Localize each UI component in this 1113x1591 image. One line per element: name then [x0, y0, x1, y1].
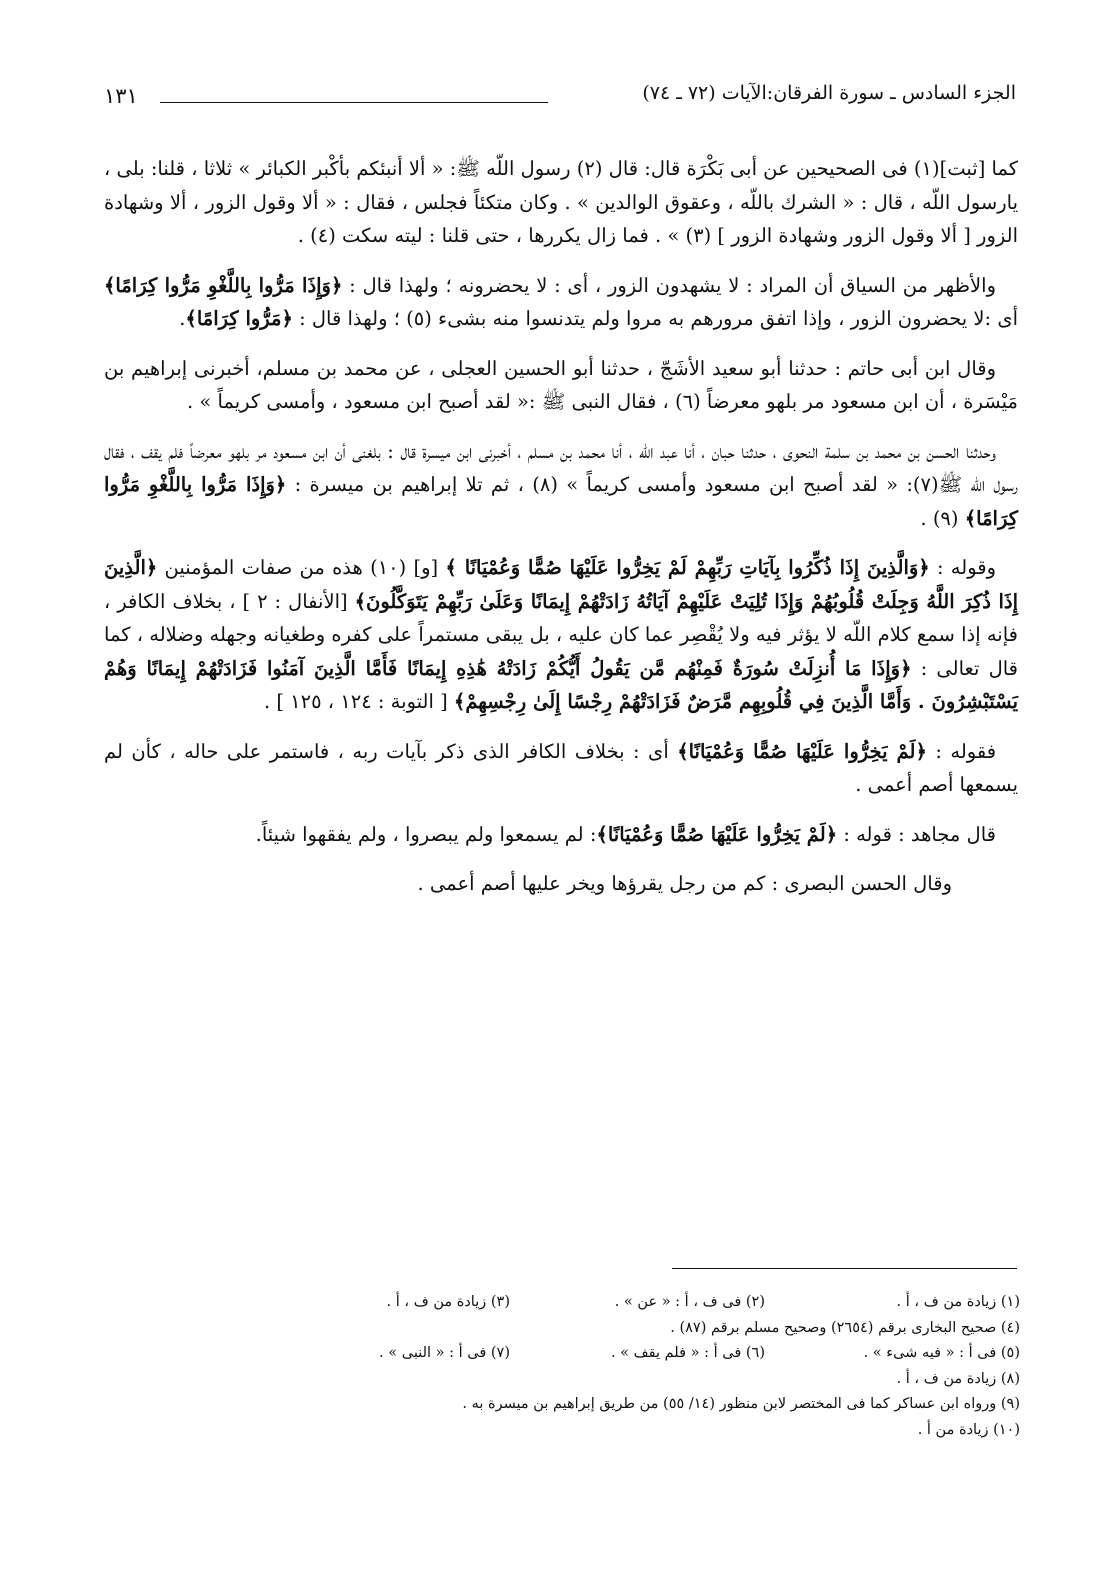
text-segment: [و]	[406, 556, 446, 579]
footnote-row	[110, 1392, 1020, 1418]
footnote-row	[110, 1341, 1020, 1367]
text-segment: أى :لا يحضرون الزور ، وإذا اتفق مرورهم به مروا ولم يتدنسوا منه بشىء	[431, 307, 1018, 330]
paragraph-5	[104, 551, 1018, 719]
main-text	[104, 152, 1018, 917]
footnote: (٩) ورواه ابن عساكر كما فى المختصر لابن منظور (١٤/ ٥٥) من طريق إبراهيم بن ميسرة به .	[462, 1396, 1020, 1412]
quran-verse: ﴿لَمْ يَخِرُّوا عَلَيْهَا صُمًّا وَعُمْيَانًا﴾	[677, 739, 927, 763]
text-segment: (١٠)	[370, 556, 407, 579]
footnote: (٦) فى أ : « فلم يقف » .	[610, 1345, 765, 1361]
footnotes	[110, 1290, 1020, 1443]
text-segment: (٦)	[675, 390, 701, 413]
footnote-separator	[672, 1268, 1017, 1269]
quran-verse: ﴿مَرُّوا كِرَامًا﴾	[185, 307, 293, 330]
text-segment: [الأنفال : ٢ ] ، بخلاف الكافر ، فإنه إذا سمع كلام اللّه لا يؤثر فيه ولا يُقْصِر عما كان عليه ، بل يبقى مستمراً على كفره وطغيانه وجهله وضلاله ، كما قال تعالى :	[104, 589, 1018, 680]
text-segment: (٨)	[532, 473, 558, 496]
text-segment: ، فقال النبى ﷺ :« لقد أصبح ابن مسعود ، وأمسى كريماً » .	[186, 390, 676, 413]
quran-verse: ﴿لَمْ يَخِرُّوا عَلَيْهَا صُمًّا وَعُمْيَانًا﴾	[596, 822, 838, 846]
paragraph-6	[104, 735, 1018, 802]
paragraph-8	[104, 867, 1018, 901]
footnote: (٣) زيادة من ف ، أ .	[386, 1294, 510, 1310]
text-segment: قال مجاهد : قوله :	[837, 822, 996, 846]
quran-verse: ﴿وَالَّذِينَ إِذَا ذُكِّرُوا بِآيَاتِ رَبِّهِمْ لَمْ يَخِرُّوا عَلَيْهَا صُمًّا وَعُمْيَانًا ﴾	[445, 556, 930, 579]
paragraph-3	[104, 352, 1018, 419]
footnote: (٤) صحيح البخارى برقم (٢٦٥٤) وصحيح مسلم برقم (٨٧) .	[670, 1319, 1020, 1336]
text-segment: رسول اللّه ﷺ: « ألا أنبئكم بأكْبر الكبائر » ثلاثا ، قلنا: بلى ، يارسول اللّه ، قال : « الشرك باللّه ، وعقوق الوالدين » . وكان متكئاً فجلس ، فقال : « ألا وقول الزور ، ألا وشهادة الزور [ ألا وقول الزور وشهادة الزور ]	[104, 157, 1018, 247]
text-segment: وقال الحسن البصرى : كم من رجل يقرؤها ويخر عليها أصم أعمى .	[417, 872, 952, 895]
text-segment: وحدثنا الحسن بن محمد بن سلمة النحوى ، حدثنا حبان ، أنا عبد اللّه ، أنا محمد بن مسلم ، أخبرنى ابن ميسرة قال : بلغنى أن ابن مسعود مر بلهو معرضاً فلم يقف ، فقال رسول اللّه ﷺ	[104, 439, 1018, 496]
paragraph-2	[104, 269, 1018, 336]
text-segment: (٣)	[685, 224, 712, 247]
text-segment: .	[179, 307, 186, 330]
text-segment: وقال ابن أبى حاتم : حدثنا أبو سعيد الأشَجّ ، حدثنا أبو الحسين العجلى ، عن محمد بن مسلم، أخبرنى إبراهيم بن مَيْسَرة ، أن ابن مسعود مر بلهو معرضاً	[104, 356, 1018, 413]
footnote: (٥) فى أ : « فيه شىء » .	[863, 1345, 1020, 1361]
footnote: (٢) فى ف ، أ : « عن » .	[614, 1294, 765, 1310]
quran-verse: ﴿وَإِذَا مَرُّوا بِاللَّغْوِ مَرُّوا كِرَامًا﴾	[104, 473, 1018, 530]
text-segment: (٥)	[406, 307, 432, 330]
running-title: الجزء السادس ـ سورة الفرقان:الآيات (٧٢ ـ ٧٤)	[642, 82, 1016, 104]
text-segment: فى الصحيحين عن أبى بَكْرَة قال: قال	[602, 157, 914, 180]
text-segment: (٢)	[576, 157, 603, 180]
footnote: (١٠) زيادة من أ .	[917, 1421, 1020, 1438]
text-segment: أى : بخلاف الكافر الذى ذكر بآيات ربه ، فاستمر على حاله ، كأن لم يسمعها أصم أعمى .	[104, 739, 1018, 796]
page-header	[104, 80, 1016, 116]
text-segment: فقوله :	[926, 739, 997, 763]
text-segment: (١)	[913, 157, 940, 180]
text-segment: وقوله :	[929, 556, 997, 579]
header-rule	[160, 102, 548, 103]
text-segment: » . فما زال يكررها ، حتى قلنا : ليته سكت	[335, 224, 686, 247]
text-segment: ، ثم تلا إبراهيم بن ميسرة :	[286, 473, 533, 496]
text-segment: .	[297, 224, 311, 247]
page-number: ١٣١	[104, 84, 138, 108]
text-segment: ؛ ولهذا قال :	[292, 307, 407, 330]
text-segment: : « لقد أصبح ابن مسعود وأمسى كريماً »	[557, 473, 913, 496]
footnote: (١) زيادة من ف ، أ .	[896, 1294, 1020, 1310]
footnote: (٨) زيادة من ف ، أ .	[896, 1370, 1020, 1387]
text-segment: (٤)	[310, 224, 336, 247]
quran-verse: ﴿الَّذِينَ إِذَا ذُكِرَ اللَّهُ وَجِلَتْ قُلُوبُهُمْ وَإِذَا تُلِيَتْ عَلَيْهِمْ آيَاتُهُ زَادَتْهُمْ إِيمَانًا وَعَلَىٰ رَبِّهِمْ يَتَوَكَّلُونَ﴾	[104, 556, 1019, 613]
paragraph-7	[104, 818, 1018, 852]
paragraph-1	[104, 152, 1018, 253]
footnote-row	[110, 1316, 1020, 1342]
quran-verse: ﴿وَإِذَا مَرُّوا بِاللَّغْوِ مَرُّوا كِرَامًا﴾	[104, 273, 343, 297]
footnote-row	[110, 1418, 1020, 1444]
footnote-row	[110, 1367, 1020, 1393]
text-segment: والأظهر من السياق أن المراد : لا يشهدون الزور ، أى : لا يحضرونه ؛ ولهذا قال :	[342, 273, 996, 297]
paragraph-4	[104, 435, 1018, 536]
text-segment: هذه من صفات المؤمنين	[157, 556, 371, 579]
text-segment: (٩)	[932, 506, 959, 530]
text-segment: : لم يسمعوا ولم يبصروا ، ولم يفقهوا شيئاً.	[255, 822, 597, 846]
quran-verse: ﴿وَإِذَا مَا أُنزِلَتْ سُورَةٌ فَمِنْهُم مَّن يَقُولُ أَيُّكُمْ زَادَتْهُ هَٰذِهِ إِيمَانًا فَأَمَّا الَّذِينَ آمَنُوا فَزَادَتْهُمْ إِيمَانًا وَهُمْ يَسْتَبْشِرُونَ . وَأَمَّا الَّذِينَ فِي قُلُوبِهِم مَّرَضٌ فَزَادَتْهُمْ رِجْسًا إِلَىٰ رِجْسِهِمْ﴾	[104, 656, 1018, 713]
text-segment: .	[920, 506, 933, 530]
footnote-row	[110, 1290, 1020, 1316]
text-segment: [ التوبة : ١٢٤ ، ١٢٥ ] .	[263, 690, 454, 713]
text-segment: كما [ثبت]	[939, 157, 1019, 180]
footnote: (٧) فى أ : « النبى » .	[379, 1345, 510, 1361]
text-segment: (٧)	[912, 473, 939, 496]
